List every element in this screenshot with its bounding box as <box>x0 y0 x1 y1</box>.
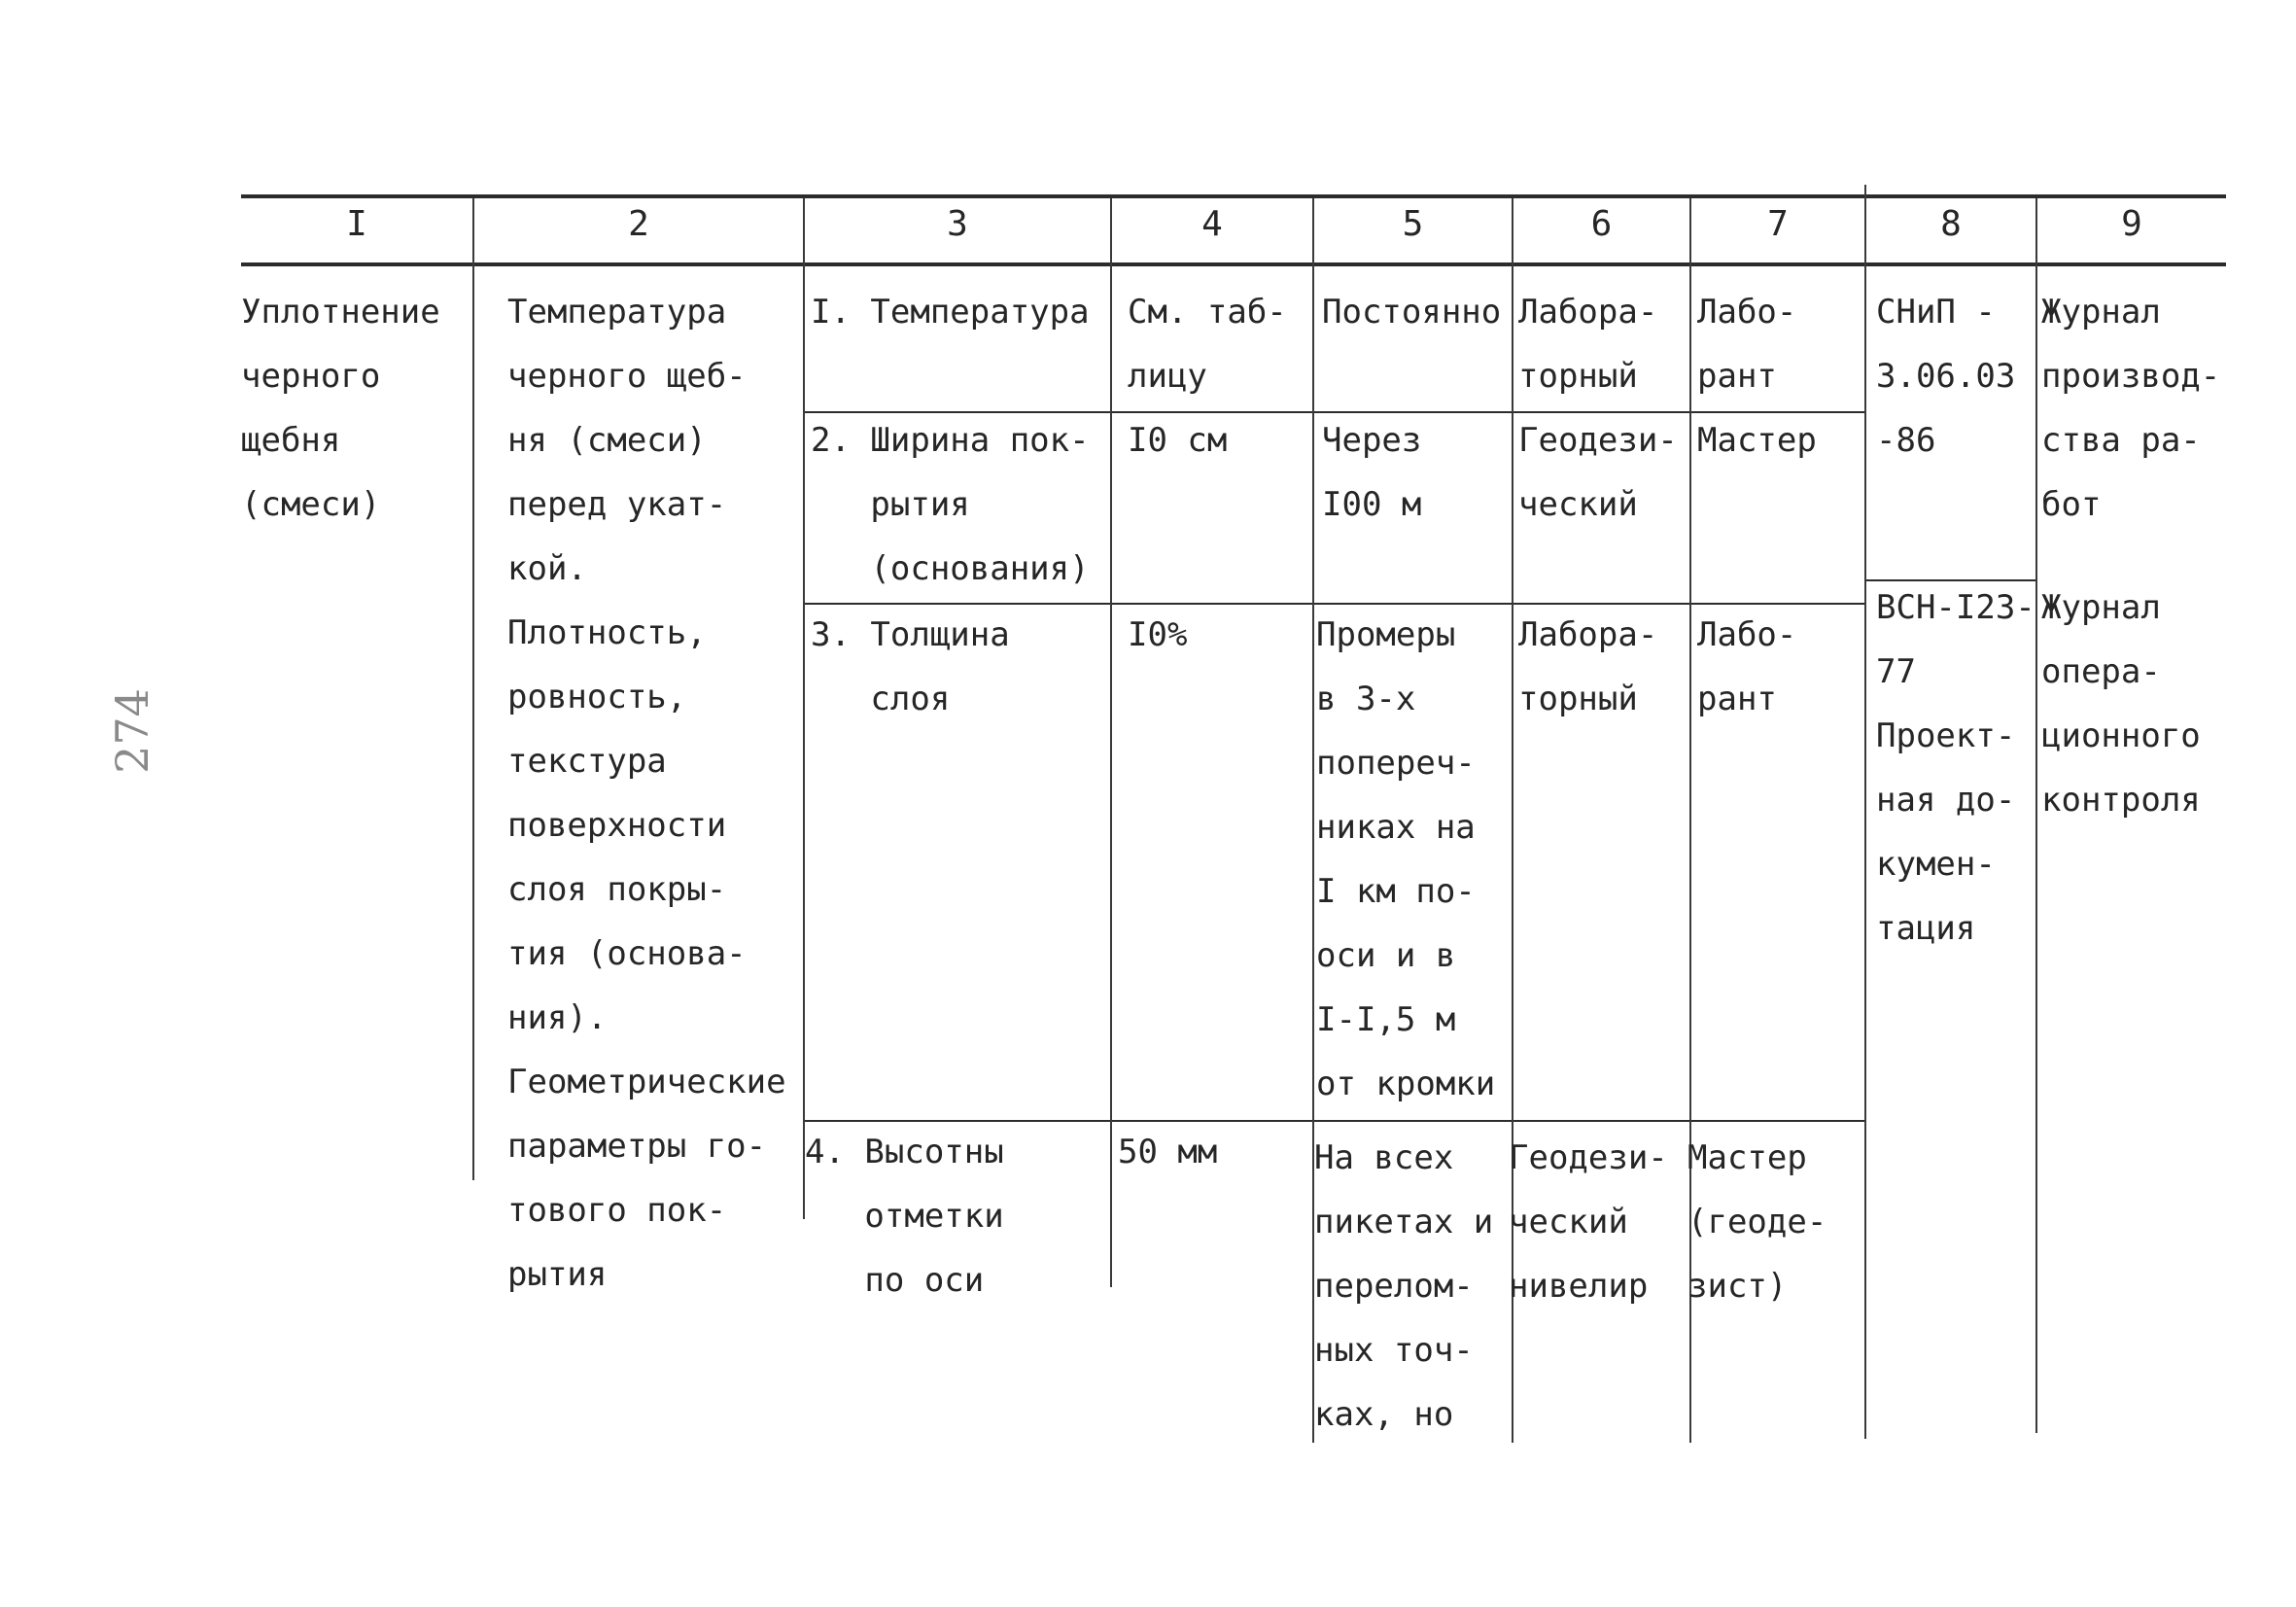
controlled-parameters: Температура черного щеб- ня (смеси) перед укат- кой. Плотность, ровность, текстура поверхности слоя покры- тия (основа- ния). Геометрические параметры го- тового пок- рытия <box>507 293 786 1294</box>
frequency-2: Через I00 м <box>1322 421 1422 524</box>
table-top-rule <box>241 194 2226 198</box>
performer-4: Мастер (геоде- зист) <box>1687 1138 1827 1306</box>
method-1: Лабора- торный <box>1518 293 1658 396</box>
method-2: Геодези- ческий <box>1518 421 1678 524</box>
col-separator-2-3 <box>803 198 805 1219</box>
performer-1: Лабо- рант <box>1697 293 1797 396</box>
tolerance-2: I0 см <box>1128 421 1228 460</box>
header-col-9: 9 <box>2121 204 2142 244</box>
header-col-6: 6 <box>1590 204 1613 244</box>
header-col-8: 8 <box>1940 204 1962 244</box>
record-doc-2: Журнал опера- ционного контроля <box>2041 588 2201 820</box>
tolerance-4: 50 мм <box>1118 1133 1218 1171</box>
control-item-1: I. Температура <box>811 293 1090 332</box>
record-doc-1: Журнал производ- ства ра- бот <box>2041 293 2221 524</box>
performer-3: Лабо- рант <box>1697 615 1797 718</box>
col-separator-8-9 <box>2035 198 2037 1433</box>
regulatory-doc-2: ВСН-I23- 77 Проект- ная до- кумен- тация <box>1876 588 2035 948</box>
header-col-4: 4 <box>1201 204 1223 244</box>
method-3: Лабора- торный <box>1518 615 1658 718</box>
header-col-2: 2 <box>628 204 649 244</box>
control-item-4: 4. Высотны отметки по оси <box>805 1133 1004 1300</box>
control-item-2: 2. Ширина пок- рытия (основания) <box>811 421 1090 588</box>
header-bottom-rule <box>241 262 2226 266</box>
frequency-4: На всех пикетах и перелом- ных точ- ках, но <box>1314 1138 1494 1434</box>
method-4: Геодези- ческий нивелир <box>1509 1138 1668 1306</box>
control-item-3: 3. Толщина слоя <box>811 615 1010 718</box>
col-separator-3-4 <box>1110 198 1112 1287</box>
col-separator-1-2 <box>472 198 474 1180</box>
page-number: 274 <box>105 688 158 774</box>
tolerance-3: I0% <box>1128 615 1188 654</box>
operation-name: Уплотнение черного щебня (смеси) <box>241 293 440 524</box>
regulatory-doc-1: СНиП - 3.06.03 -86 <box>1876 293 2016 460</box>
header-col-1: I <box>346 204 367 244</box>
tolerance-1: См. таб- лицу <box>1128 293 1287 396</box>
frequency-3: Промеры в 3-х попереч- никах на I км по- оси и в I-I,5 м от кромки <box>1316 615 1496 1103</box>
header-col-7: 7 <box>1767 204 1789 244</box>
header-col-5: 5 <box>1402 204 1424 244</box>
col-separator-7-8 <box>1864 185 1866 1439</box>
frequency-1: Постоянно <box>1322 293 1502 332</box>
header-col-3: 3 <box>947 204 968 244</box>
performer-2: Мастер <box>1697 421 1817 460</box>
